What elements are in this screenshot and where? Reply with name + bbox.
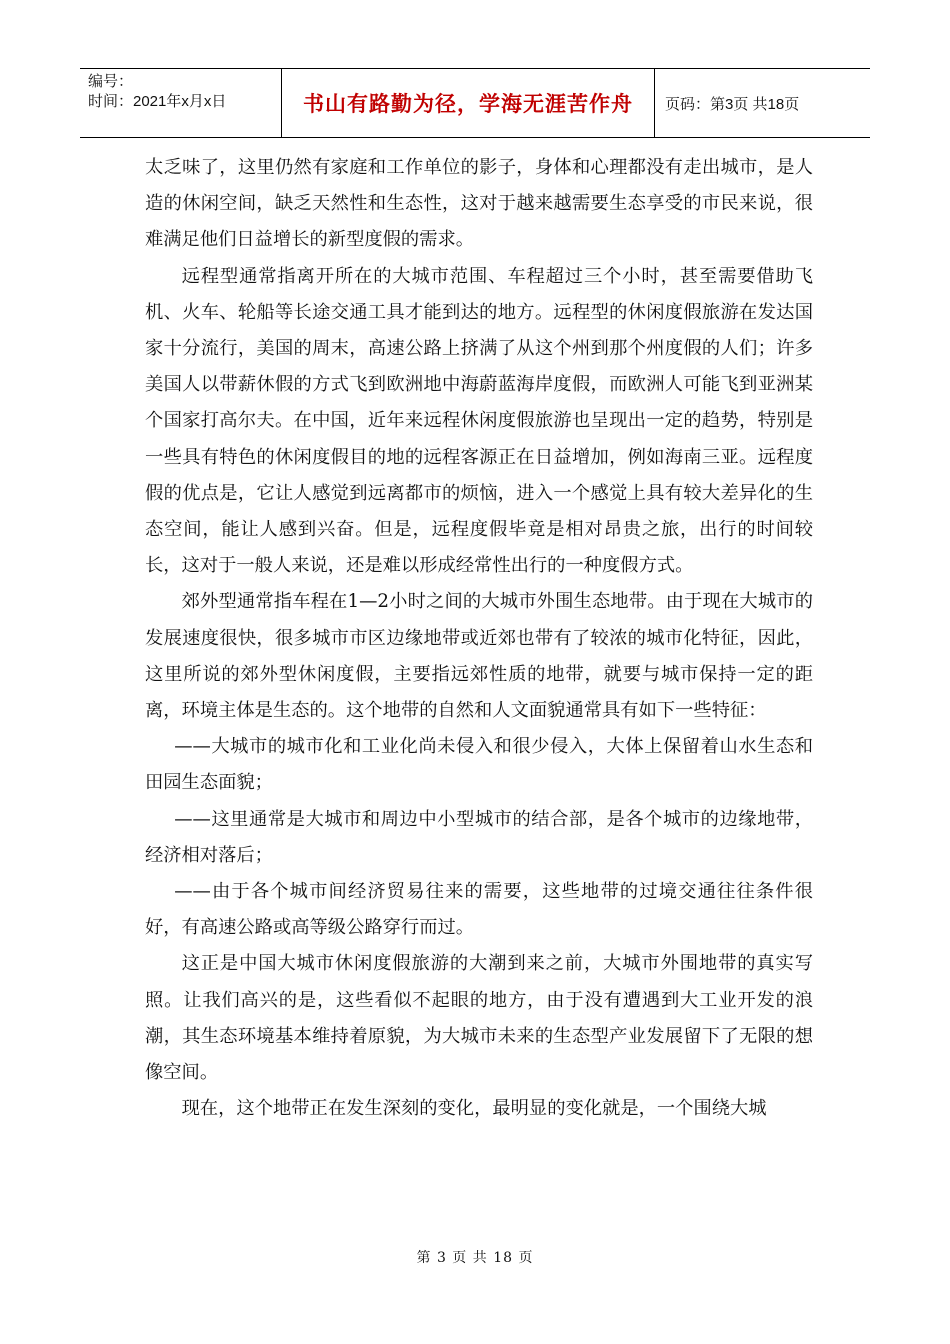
page-footer: 第 3 页 共 18 页: [416, 1250, 534, 1266]
paragraph-long-distance: 远程型通常指离开所在的大城市范围、车程超过三个小时，甚至需要借助飞机、火车、轮船等长途交通工具才能到达的地方。远程型的休闲度假旅游在发达国家十分流行，美国的周末，高速公路上挤满了从这个州到那个州度假的人们；许多美国人以带薪休假的方式飞到欧洲地中海蔚蓝海岸度假，而欧洲人可能飞到亚洲某个国家打高尔夫。在中国，近年来远程休闲度假旅游也呈现出一定的趋势，特别是一些具有特色的休闲度假目的地的远程客源正在日益增加，例如海南三亚。远程度假的优点是，它让人感觉到远离都市的烦恼，进入一个感觉上具有较大差异化的生态空间，能让人感到兴奋。但是，远程度假毕竟是相对昂贵之旅，出行的时间较长，这对于一般人来说，还是难以形成经常性出行的一种度假方式。: [145, 265, 813, 577]
paragraph-change: 现在，这个地带正在发生深刻的变化，最明显的变化就是，一个围绕大城: [181, 1098, 767, 1120]
header-motto: 书山有路勤为径，学海无涯苦作舟: [282, 69, 655, 137]
serial-number-label: 编号：: [88, 73, 134, 90]
paragraph-suburban: 郊外型通常指车程在1—2小时之间的大城市外围生态地带。由于现在大城市的发展速度很快，很多城市市区边缘地带或近郊也带有了较浓的城市化特征，因此，这里所说的郊外型休闲度假，主要指远郊性质的地带，就要与城市保持一定的距离，环境主体是生态的。这个地带的自然和人文面貌通常具有如下一些特征：: [145, 591, 813, 722]
date-label: 时间：2021年x月x日: [88, 93, 227, 110]
paragraph-summary: 这正是中国大城市休闲度假旅游的大潮到来之前，大城市外围地带的真实写照。让我们高兴的是，这些看似不起眼的地方，由于没有遭遇到大工业开发的浪潮，其生态环境基本维持着原貌，为大城市未来的生态型产业发展留下了无限的想像空间。: [145, 953, 813, 1084]
feature-item-3: ——由于各个城市间经济贸易往来的需要，这些地带的过境交通往往条件很好，有高速公路或高等级公路穿行而过。: [145, 881, 813, 939]
header-page-number: 页码：第3页 共18页: [665, 95, 800, 113]
paragraph-continued: 太乏味了，这里仍然有家庭和工作单位的影子，身体和心理都没有走出城市，是人造的休闲空间，缺乏天然性和生态性，这对于越来越需要生态享受的市民来说，很难满足他们日益增长的新型度假的需求。: [145, 157, 813, 251]
page-header: [80, 68, 870, 138]
feature-item-1: ——大城市的城市化和工业化尚未侵入和很少侵入，大体上保留着山水生态和田园生态面貌；: [145, 736, 813, 794]
feature-item-2: ——这里通常是大城市和周边中小型城市的结合部，是各个城市的边缘地带，经济相对落后；: [145, 808, 813, 866]
header-meta-cell: [80, 69, 282, 137]
document-body: [145, 150, 813, 1127]
